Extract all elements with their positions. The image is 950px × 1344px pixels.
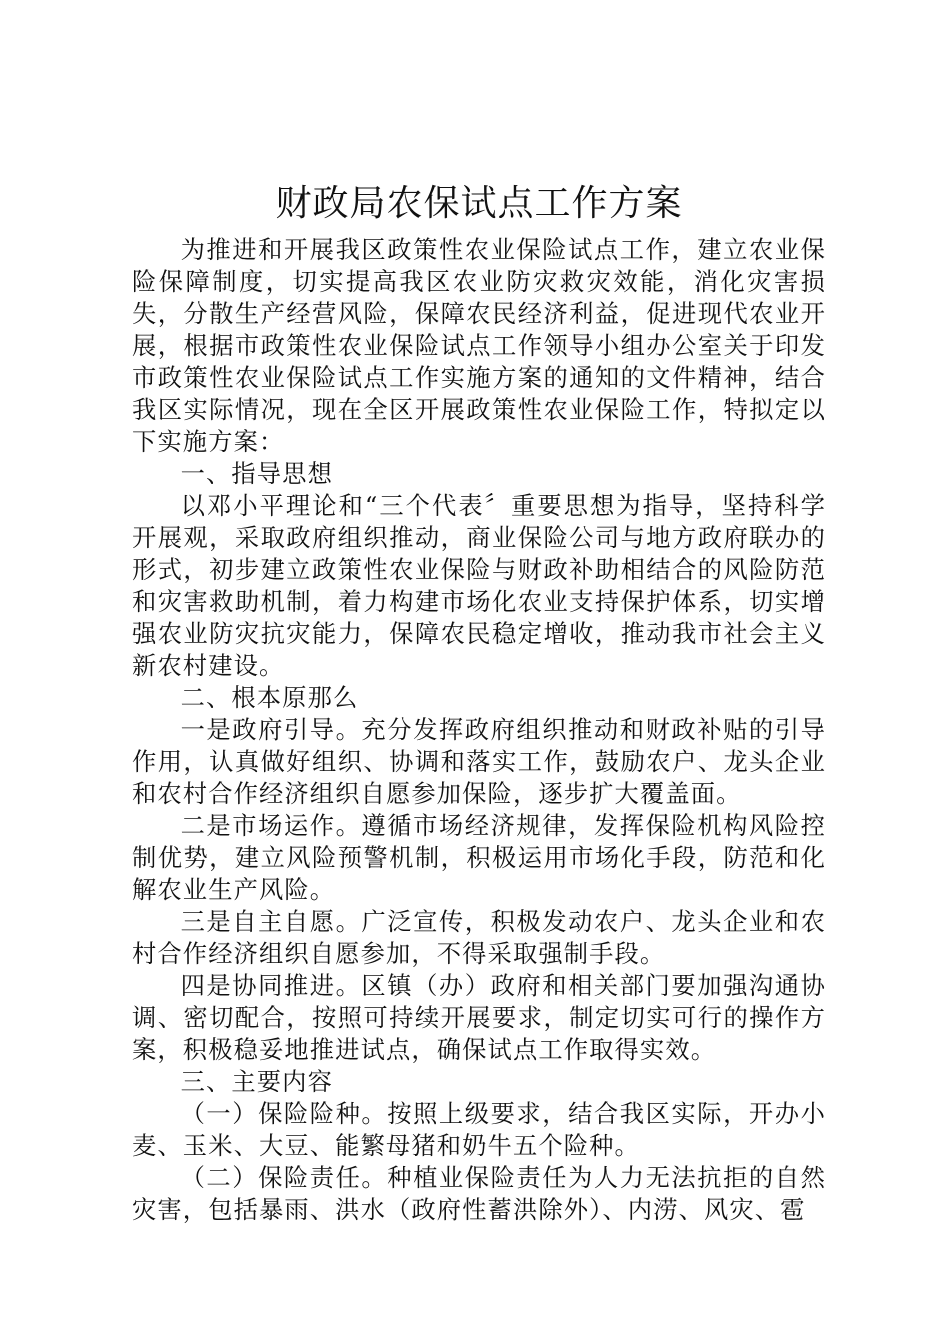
document-title: 财政局农保试点工作方案	[275, 183, 683, 224]
paragraph-principle-1: 一是政府引导。充分发挥政府组织推动和财政补贴的引导作用，认真做好组织、协调和落实工作，鼓励农户、龙头企业和农村合作经济组织自愿参加保险，逐步扩大覆盖面。	[132, 715, 826, 808]
paragraph-principle-4: 四是协同推进。区镇（办）政府和相关部门要加强沟通协调、密切配合，按照可持续开展要求，制定切实可行的操作方案，积极稳妥地推进试点，确保试点工作取得实效。	[132, 971, 826, 1064]
heading-main-content: 三、主要内容	[180, 1067, 333, 1096]
paragraph-insurance-liability: （二）保险责任。种植业保险责任为人力无法抗拒的自然灾害，包括暴雨、洪水（政府性蓄洪除外）、内涝、风灾、雹	[132, 1163, 826, 1224]
heading-basic-principles: 二、根本原那么	[180, 683, 359, 712]
paragraph-insurance-types: （一）保险险种。按照上级要求，结合我区实际，开办小麦、玉米、大豆、能繁母猪和奶牛五个险种。	[132, 1099, 826, 1160]
paragraph-intro: 为推进和开展我区政策性农业保险试点工作，建立农业保险保障制度，切实提高我区农业防灾救灾效能，消化灾害损失，分散生产经营风险，保障农民经济利益，促进现代农业开展，根据市政策性农业保险试点工作领导小组办公室关于印发市政策性农业保险试点工作实施方案的通知的文件精神，结合我区实际情况，现在全区开展政策性农业保险工作，特拟定以下实施方案：	[132, 235, 826, 456]
document-page	[132, 176, 826, 1226]
heading-guiding-ideology: 一、指导思想	[180, 459, 333, 488]
paragraph-guiding-ideology: 以邓小平理论和“三个代表〞重要思想为指导，坚持科学开展观，采取政府组织推动，商业保险公司与地方政府联办的形式，初步建立政策性农业保险与财政补助相结合的风险防范和灾害救助机制，着力构建市场化农业支持保护体系，切实增强农业防灾抗灾能力，保障农民稳定增收，推动我市社会主义新农村建设。	[132, 491, 826, 680]
paragraph-principle-3: 三是自主自愿。广泛宣传，积极发动农户、龙头企业和农村合作经济组织自愿参加，不得采取强制手段。	[132, 907, 826, 968]
paragraph-principle-2: 二是市场运作。遵循市场经济规律，发挥保险机构风险控制优势，建立风险预警机制，积极运用市场化手段，防范和化解农业生产风险。	[132, 811, 826, 904]
